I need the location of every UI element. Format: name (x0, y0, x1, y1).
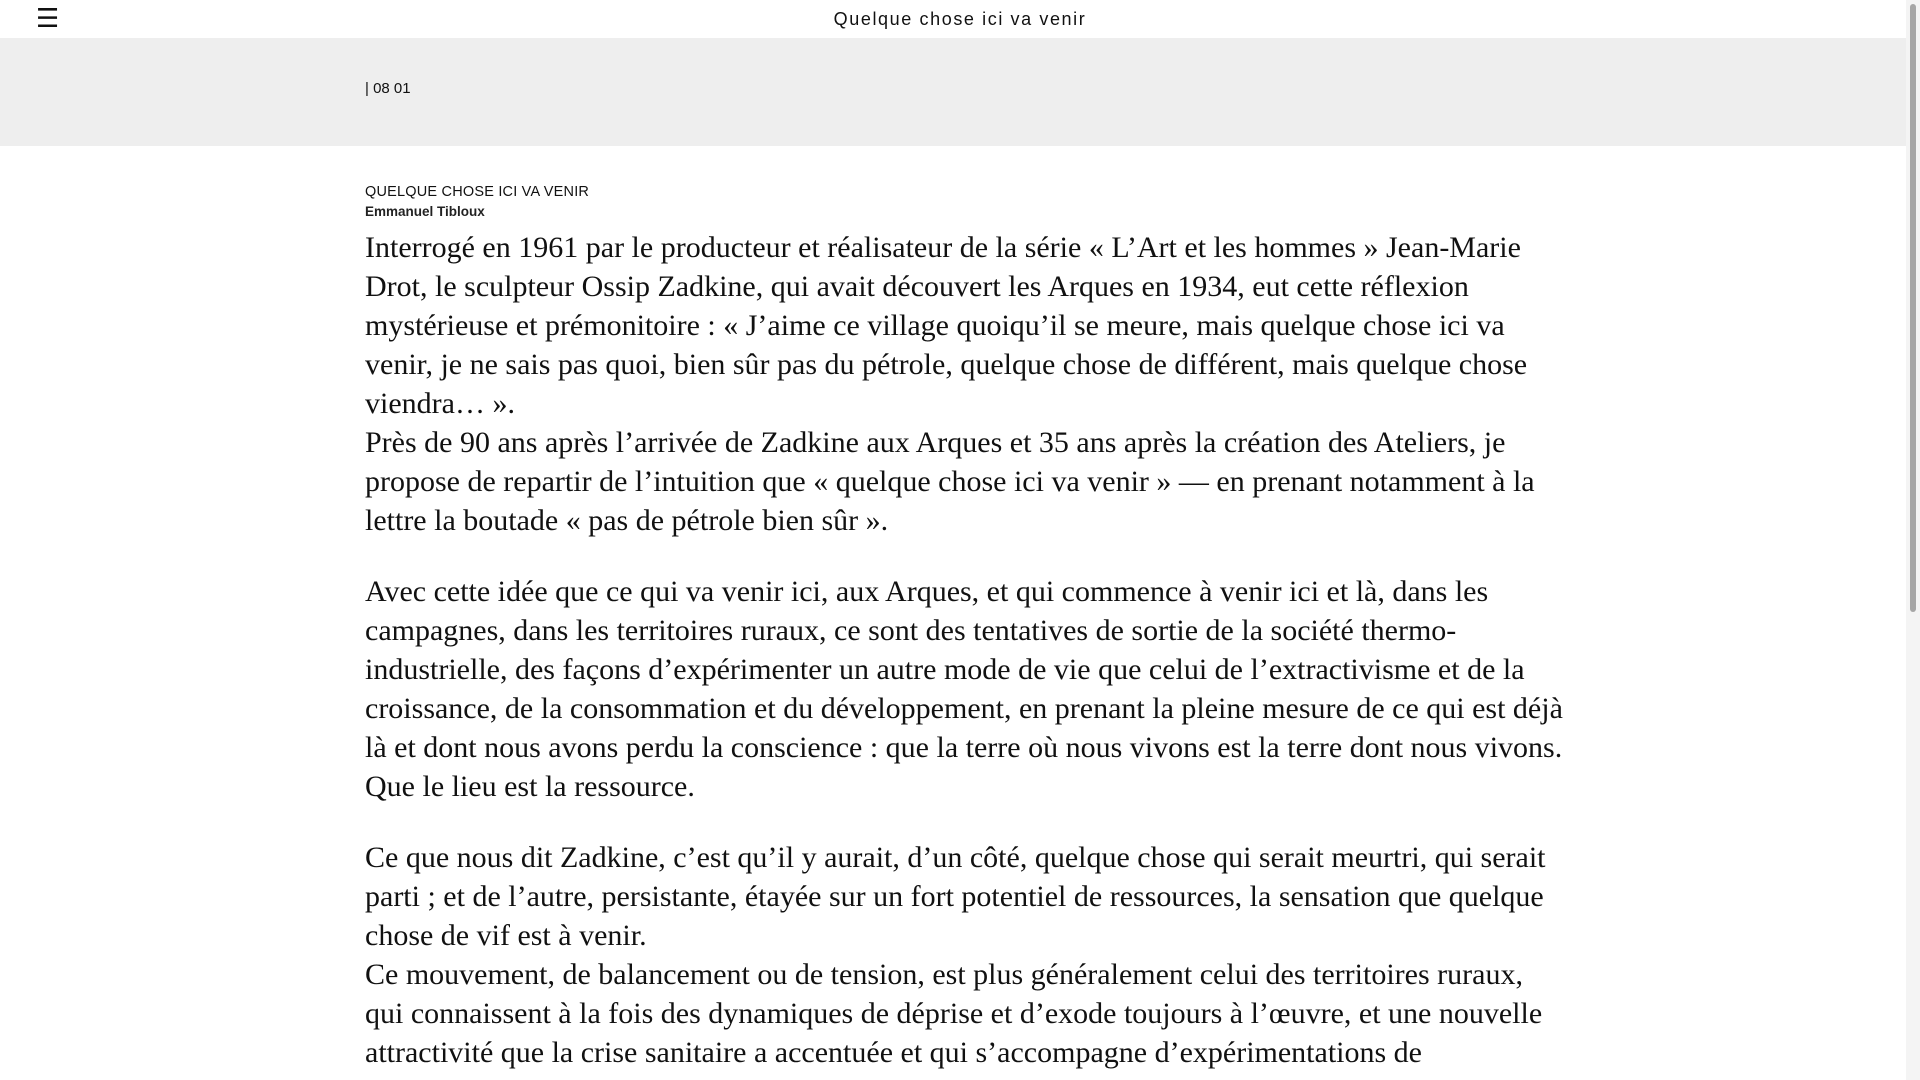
issue-banner (0, 38, 1906, 146)
article-paragraph: Près de 90 ans après l’arrivée de Zadkine aux Arques et 35 ans après la création des Ateliers, je propose de repartir de l’intuition que « quelque chose ici va venir » — en prenant notamment à la lettre la boutade « pas de pétrole bien sûr ». (365, 426, 1535, 537)
site-title[interactable]: Quelque chose ici va venir (833, 9, 1087, 29)
article-paragraph: Interrogé en 1961 par le producteur et réalisateur de la série « L’Art et les hommes » Jean-Marie Drot, le sculpteur Ossip Zadkine, qui avait découvert les Arques en 1934, eut cette réflexion mystérieuse et prémonitoire : « J’aime ce village quoiqu’il se meure, mais quelque chose ici va venir, je ne sais pas quoi, bien sûr pas du pétrole, quelque chose de différent, mais quelque chose viendra… ». (365, 231, 1528, 420)
top-bar (0, 0, 1920, 38)
scrollbar-thumb[interactable] (1910, 4, 1916, 612)
article-paragraph: Ce mouvement, de balancement ou de tension, est plus généralement celui des territoires ruraux, qui connaissent à la fois des dynamiques de déprise et d’exode toujours à l’œuvre, et une nouvelle attractivité que la crise sanitaire a accentuée et qui s’accompagne d’expérimentations de (365, 958, 1543, 1069)
hamburger-menu-icon[interactable]: ☰ (36, 4, 60, 34)
article-author: Emmanuel Tibloux (365, 204, 485, 219)
article-paragraph: Ce que nous dit Zadkine, c’est qu’il y aurait, d’un côté, quelque chose qui serait meurtri, qui serait parti ; et de l’autre, persistante, étayée sur un fort potentiel de ressources, la sensation que quelque chose de vif est à venir. (365, 841, 1546, 952)
article (365, 183, 1565, 1072)
article-paragraph: Avec cette idée que ce qui va venir ici, aux Arques, et qui commence à venir ici et là, dans les campagnes, dans les territoires ruraux, ce sont des tentatives de sortie de la société thermo-industrielle, des façons d’expérimenter un autre mode de vie que celui de l’extractivisme et de la croissance, de la consommation et du développement, en prenant la pleine mesure de ce qui est déjà là et dont nous avons perdu la conscience : que la terre où nous vivons est la terre dont nous vivons. Que le lieu est la ressource. (365, 575, 1563, 803)
article-title: QUELQUE CHOSE ICI VA VENIR (365, 184, 590, 200)
issue-number: | 08 01 (365, 80, 411, 97)
vertical-scrollbar[interactable] (1906, 0, 1920, 1080)
